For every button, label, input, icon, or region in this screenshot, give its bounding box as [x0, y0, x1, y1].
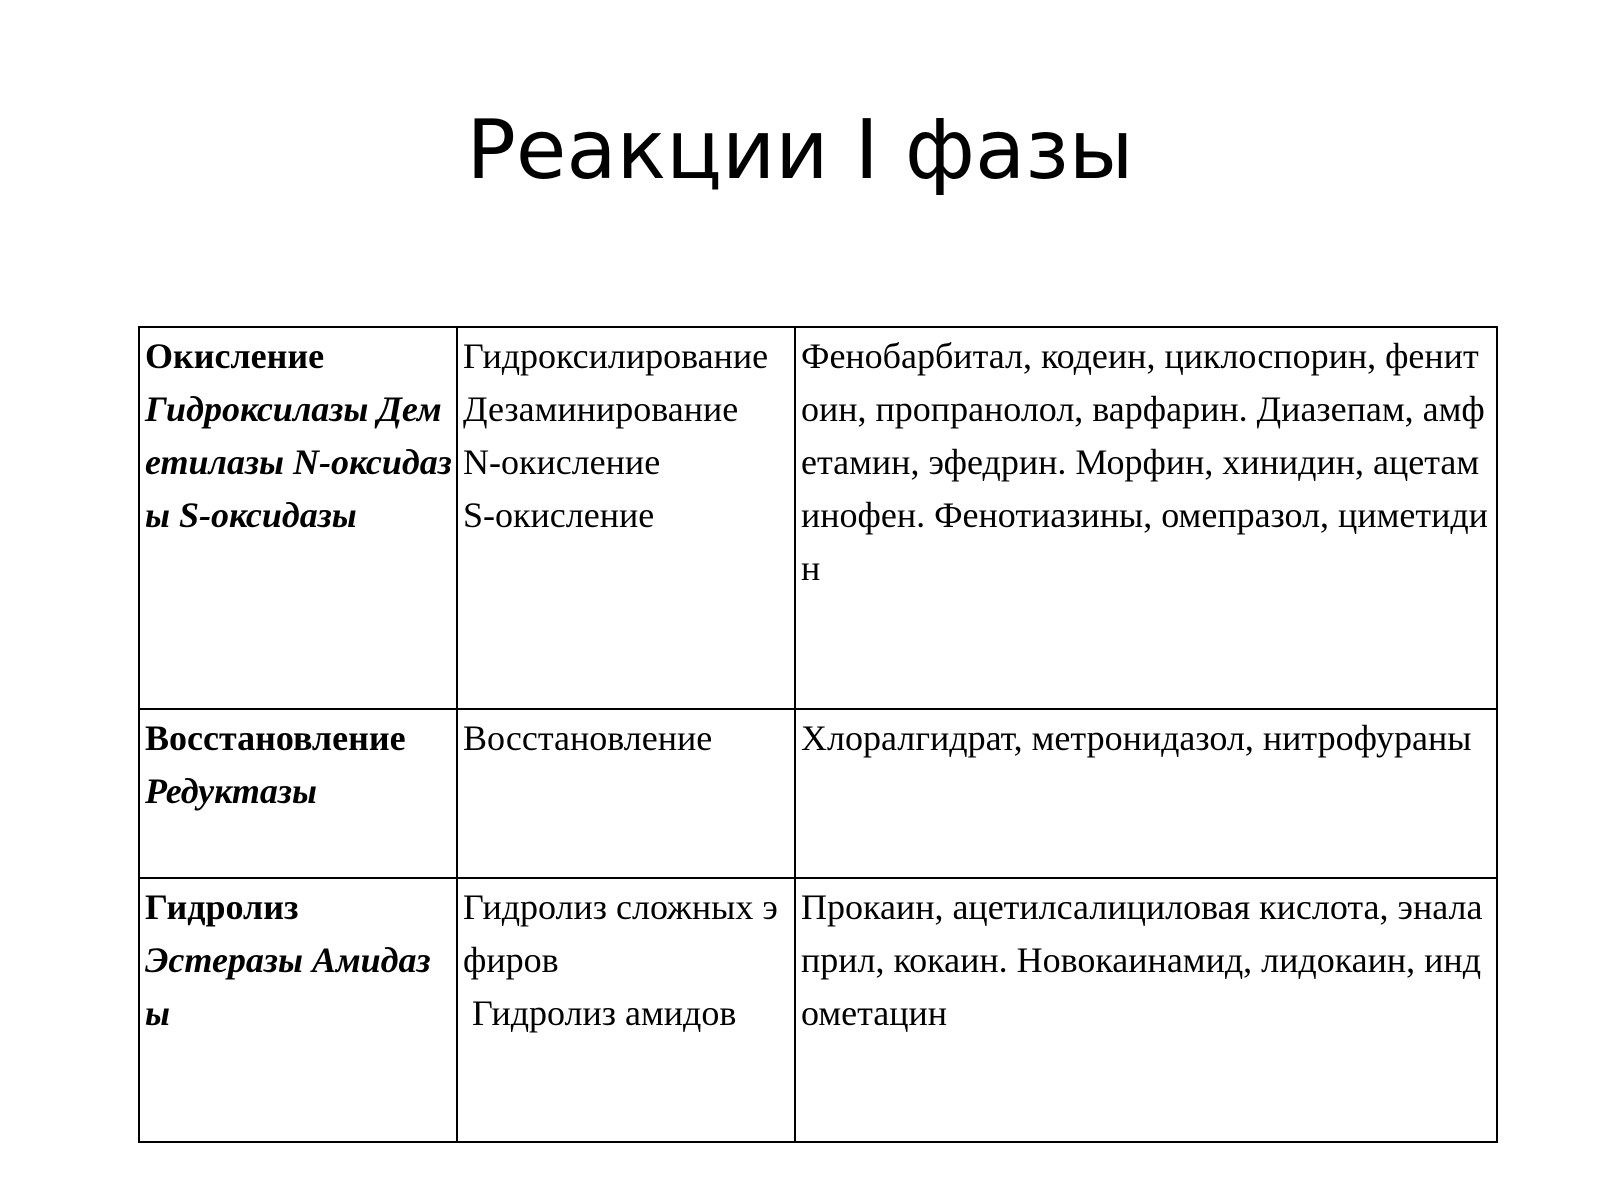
table-row-hydrolysis [139, 878, 1497, 1142]
category-cell [139, 878, 457, 1142]
drugs-cell [795, 878, 1497, 1142]
category-cell [139, 709, 457, 878]
table-row-oxidation [139, 327, 1497, 709]
enzyme-list: Гидроксилазы Деметилазы N-оксидазы S-оксидазы [145, 389, 452, 535]
table-row-reduction [139, 709, 1497, 878]
reaction-type-cell [457, 327, 795, 709]
reaction-type-cell [457, 878, 795, 1142]
drug-list: Прокаин, ацетилсалициловая кислота, эналаприл, кокаин. Новокаинамид, лидокаин, индометацин [801, 887, 1483, 1033]
drugs-cell [795, 709, 1497, 878]
drugs-cell [795, 327, 1497, 709]
category-cell [139, 327, 457, 709]
category-name: Гидролиз [145, 887, 299, 927]
enzyme-list: Эстеразы Амидазы [145, 940, 431, 1033]
reaction-type: Гидроксилирование [463, 336, 769, 376]
reaction-type: Гидролиз амидов [463, 993, 737, 1033]
phase-one-reactions-table [138, 326, 1498, 1143]
reaction-type: Восстановление [463, 718, 713, 758]
enzyme-list: Редуктазы [145, 771, 317, 811]
slide-title: Реакции I фазы [466, 103, 1134, 198]
drug-list: Хлоралгидрат, метронидазол, нитрофураны [801, 718, 1472, 758]
reaction-type: N-окисление [463, 442, 661, 482]
reaction-type: S-окисление [463, 495, 655, 535]
drug-list: Фенобарбитал, кодеин, циклоспорин, фенитоин, пропранолол, варфарин. Диазепам, амфетамин, эфедрин. Морфин, хинидин, ацетаминофен. Фенотиазины, омепразол, циметидин [801, 336, 1488, 588]
category-name: Окисление [145, 336, 325, 376]
reaction-type: Гидролиз сложных эфиров [463, 887, 778, 980]
reaction-type: Дезаминирование [463, 389, 739, 429]
reaction-type-cell [457, 709, 795, 878]
category-name: Восстановление [145, 718, 406, 758]
